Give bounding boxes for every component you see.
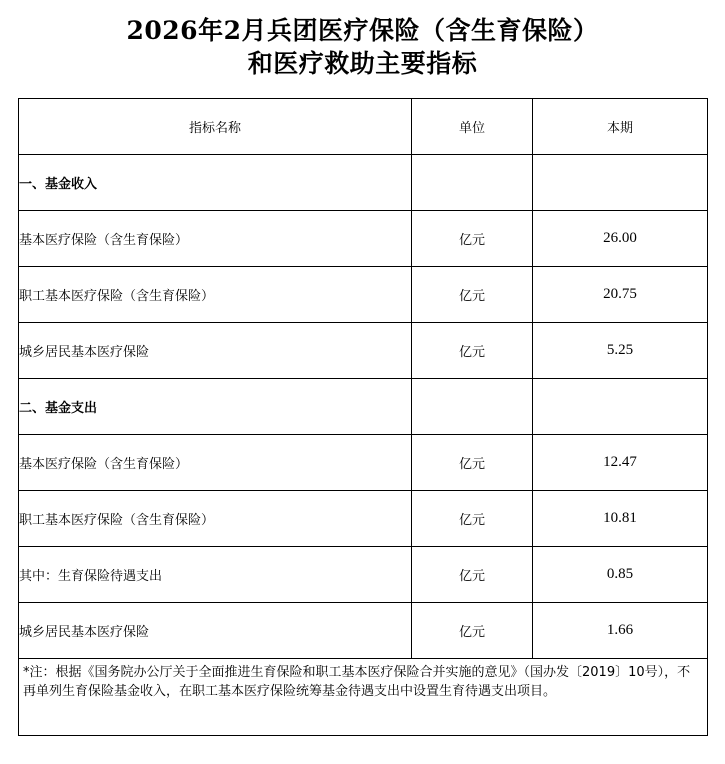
indicator-value: 1.66 [533, 603, 708, 659]
table-note: *注：根据《国务院办公厅关于全面推进生育保险和职工基本医疗保险合并实施的意见》（国办发〔2019〕10号），不再单列生育保险基金收入，在职工基本医疗保险统筹基金待遇支出中设置生育待遇支出项目。 [19, 659, 708, 736]
table-row [19, 211, 708, 267]
indicator-name: 职工基本医疗保险（含生育保险） [19, 491, 412, 547]
indicator-unit [412, 379, 533, 435]
section-heading: 二、基金支出 [19, 379, 412, 435]
indicator-unit [412, 155, 533, 211]
indicator-unit: 亿元 [412, 435, 533, 491]
indicator-name: 基本医疗保险（含生育保险） [19, 435, 412, 491]
title-line-2: 和医疗救助主要指标 [247, 49, 478, 78]
header-indicator-name: 指标名称 [19, 99, 412, 155]
indicator-value: 12.47 [533, 435, 708, 491]
indicator-value: 20.75 [533, 267, 708, 323]
table-row [19, 155, 708, 211]
table-body [19, 155, 708, 659]
indicator-name: 职工基本医疗保险（含生育保险） [19, 267, 412, 323]
section-heading: 一、基金收入 [19, 155, 412, 211]
title-line-1: 2026年2月兵团医疗保险（含生育保险） [126, 16, 599, 45]
indicator-table [18, 98, 708, 736]
indicator-name: 其中：生育保险待遇支出 [19, 547, 412, 603]
indicator-unit: 亿元 [412, 267, 533, 323]
indicator-unit: 亿元 [412, 547, 533, 603]
table-row [19, 323, 708, 379]
table-row [19, 547, 708, 603]
indicator-unit: 亿元 [412, 491, 533, 547]
indicator-value: 0.85 [533, 547, 708, 603]
table-row [19, 267, 708, 323]
page-title [0, 14, 725, 80]
table-row [19, 491, 708, 547]
table-row [19, 435, 708, 491]
indicator-name: 城乡居民基本医疗保险 [19, 603, 412, 659]
indicator-unit: 亿元 [412, 211, 533, 267]
table-row [19, 603, 708, 659]
header-unit: 单位 [412, 99, 533, 155]
table-row [19, 379, 708, 435]
indicator-unit: 亿元 [412, 603, 533, 659]
indicator-value: 26.00 [533, 211, 708, 267]
indicator-value: 10.81 [533, 491, 708, 547]
indicator-value: 5.25 [533, 323, 708, 379]
indicator-value [533, 155, 708, 211]
indicator-value [533, 379, 708, 435]
indicator-unit: 亿元 [412, 323, 533, 379]
header-current-period: 本期 [533, 99, 708, 155]
table-note-row [19, 659, 708, 736]
indicator-name: 城乡居民基本医疗保险 [19, 323, 412, 379]
table-header-row [19, 99, 708, 155]
indicator-name: 基本医疗保险（含生育保险） [19, 211, 412, 267]
